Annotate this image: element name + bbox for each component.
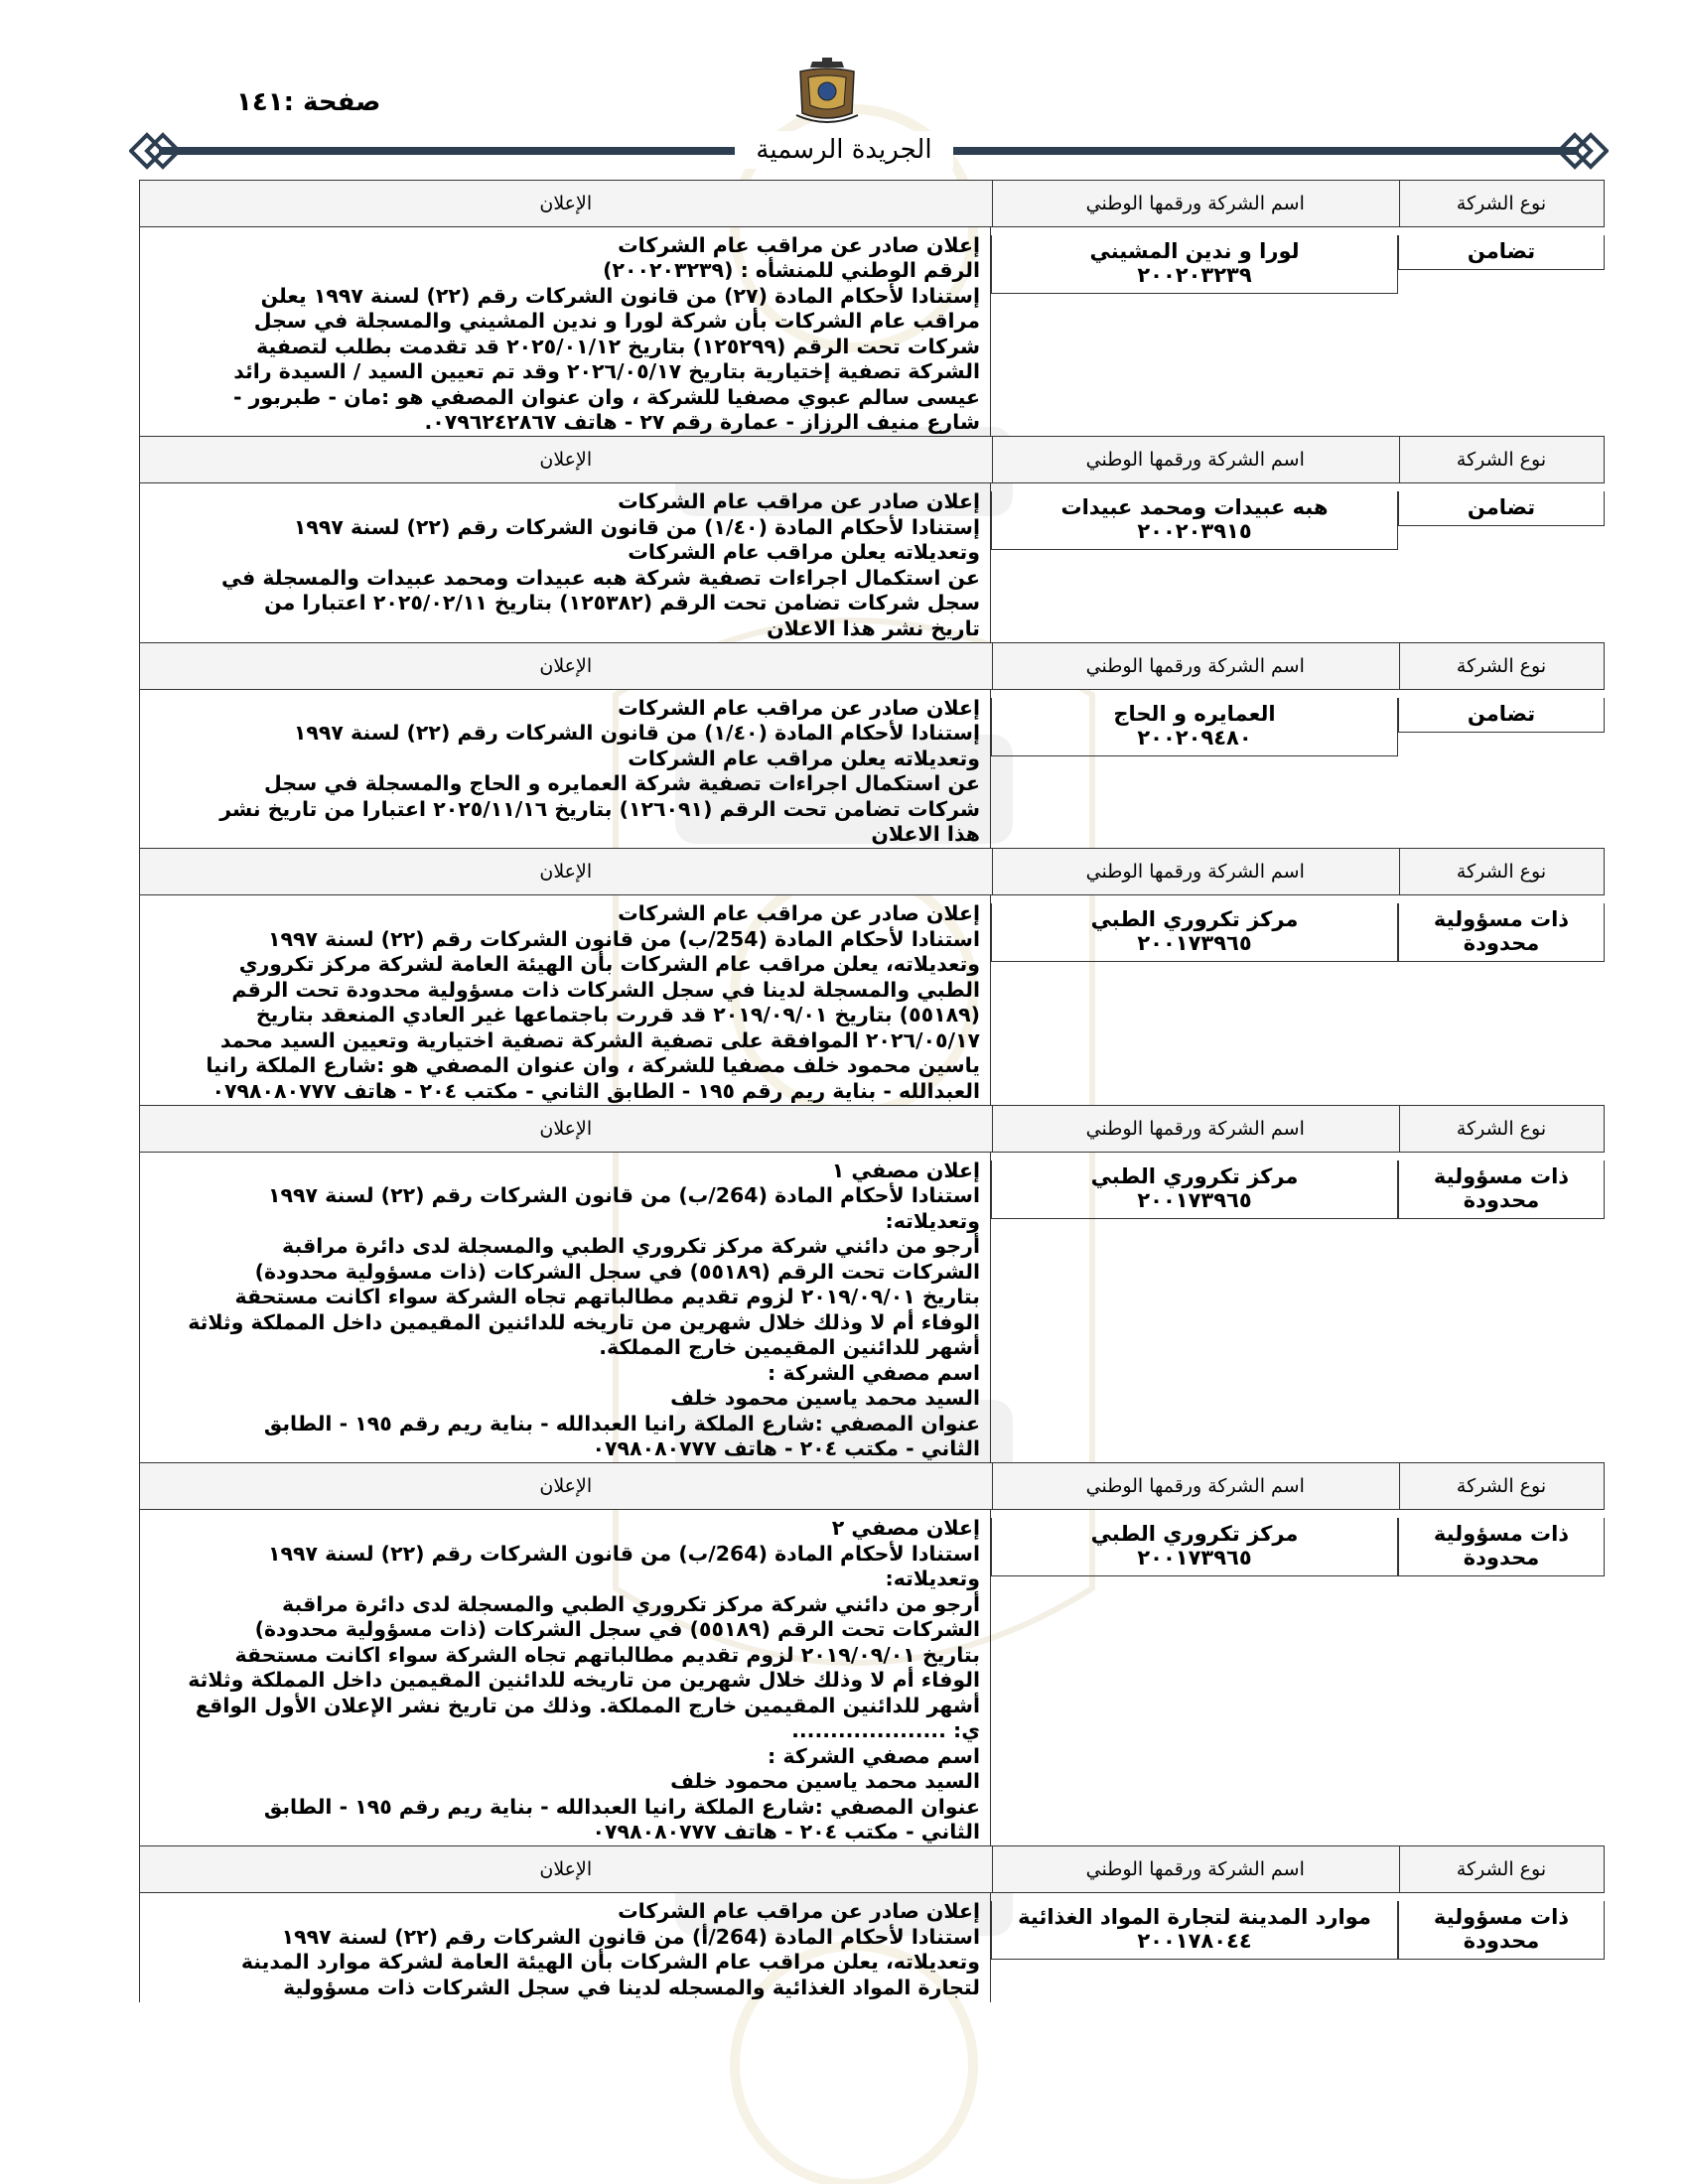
- announcement-line: السيد محمد ياسين محمود خلف: [670, 1769, 980, 1793]
- header-company-type: نوع الشركة: [1398, 1105, 1605, 1153]
- announcement-line: أشهر للدائنين المقيمين خارج المملكة. وذلك من تاريخ نشر الإعلان الأول الواقع: [195, 1693, 980, 1717]
- company-type: ذات مسؤولية محدودة: [1398, 1518, 1605, 1576]
- announcement-line: ي: ....................: [791, 1718, 980, 1742]
- header-announcement: الإعلان: [139, 436, 993, 483]
- company-name-box: [991, 1901, 1398, 1960]
- announcement-text: [139, 1153, 991, 1464]
- company-name-box: [991, 235, 1398, 294]
- announcement-record: [139, 1106, 1605, 1464]
- announcement-line: إعلان مصفي ٢: [831, 1516, 980, 1540]
- announcement-line: الثاني - مكتب ٢٠٤ - هاتف ٠٧٩٨٠٨٠٧٧٧: [592, 1436, 980, 1460]
- announcement-record: [139, 1464, 1605, 1847]
- company-type: ذات مسؤولية محدودة: [1398, 1160, 1605, 1219]
- announcement-line: اسم مصفي الشركة :: [768, 1360, 980, 1385]
- header-announcement: الإعلان: [139, 1845, 993, 1893]
- announcement-line: إستنادا لأحكام المادة (١/٤٠) من قانون الشركات رقم (٢٢) لسنة ١٩٩٧: [293, 721, 980, 745]
- announcement-record: [139, 438, 1605, 644]
- company-national-number: ٢٠٠٢٠٣٢٣٩: [1137, 262, 1252, 287]
- header-company-name: اسم الشركة ورقمها الوطني: [991, 436, 1400, 483]
- announcement-line: عنوان المصفي :شارع الملكة رانيا العبدالله - بناية ريم رقم ١٩٥ - الطابق: [263, 1794, 980, 1819]
- header-company-name: اسم الشركة ورقمها الوطني: [991, 1845, 1400, 1893]
- announcement-line: إعلان صادر عن مراقب عام الشركات: [618, 489, 980, 513]
- announcement-line: لتجارة المواد الغذائية والمسجله لدينا في سجل الشركات ذات مسؤولية: [283, 1975, 980, 1999]
- announcement-line: الطبي والمسجلة لدينا في سجل الشركات ذات مسؤولية محدودة تحت الرقم: [231, 977, 980, 1002]
- announcements-table: [139, 181, 1605, 2002]
- header-announcement: الإعلان: [139, 180, 993, 227]
- company-name-box: [991, 491, 1398, 550]
- announcement-line: استنادا لأحكام المادة (254/ب) من قانون الشركات رقم (٢٢) لسنة ١٩٩٧: [267, 926, 980, 951]
- announcement-line: وتعديلاته، يعلن مراقب عام الشركات بأن الهيئة العامة لشركة موارد المدينة: [240, 1950, 980, 1974]
- announcement-text: [139, 483, 991, 643]
- announcement-line: الشركات تحت الرقم (٥٥١٨٩) في سجل الشركات (ذات مسؤولية محدودة): [254, 1617, 980, 1641]
- header-company-name: اسم الشركة ورقمها الوطني: [991, 180, 1400, 227]
- announcement-line: إستنادا لأحكام المادة (٢٧) من قانون الشركات رقم (٢٢) لسنة ١٩٩٧ يعلن: [260, 283, 980, 308]
- announcement-line: إستنادا لأحكام المادة (١/٤٠) من قانون الشركات رقم (٢٢) لسنة ١٩٩٧: [293, 514, 980, 539]
- announcement-line: استنادا لأحكام المادة (264/ب) من قانون الشركات رقم (٢٢) لسنة ١٩٩٧: [267, 1183, 980, 1207]
- announcement-line: إعلان مصفي ١: [831, 1158, 980, 1182]
- announcement-line: عن استكمال اجراءات تصفية شركة العمايره و الحاج والمسجلة في سجل: [264, 771, 980, 795]
- announcement-text: [139, 1893, 991, 2002]
- announcement-line: وتعديلاته، يعلن مراقب عام الشركات بأن الهيئة العامة لشركة مركز تكروري: [238, 952, 980, 976]
- announcement-line: اسم مصفي الشركة :: [768, 1743, 980, 1768]
- announcement-line: الشركة تصفية إختيارية بتاريخ ٢٠٢٦/٠٥/١٧ وقد تم تعيين السيد / السيدة رائد: [233, 359, 980, 383]
- announcement-line: إعلان صادر عن مراقب عام الشركات: [618, 695, 980, 720]
- announcement-line: وتعديلاته يعلن مراقب عام الشركات: [628, 540, 980, 564]
- header-company-type: نوع الشركة: [1398, 1462, 1605, 1510]
- announcement-line: عيسى سالم عبوي مصفيا للشركة ، وان عنوان المصفي هو :مان - طبربور -: [232, 384, 980, 409]
- announcement-record: [139, 181, 1605, 438]
- company-national-number: ٢٠٠١٧٣٩٦٥: [1137, 1187, 1252, 1212]
- announcement-line: سجل شركات تضامن تحت الرقم (١٢٥٣٨٢) بتاريخ ٢٠٢٥/٠٢/١١ اعتبارا من: [264, 591, 980, 614]
- announcement-line: شارع منيف الرزاز - عمارة رقم ٢٧ - هاتف ٠٧٩٦٢٤٢٨٦٧.: [424, 410, 980, 434]
- header-company-type: نوع الشركة: [1398, 848, 1605, 895]
- announcement-record: [139, 643, 1605, 850]
- announcement-line: ياسين محمود خلف مصفيا للشركة ، وان عنوان المصفي هو :شارع الملكة رانيا: [206, 1053, 980, 1077]
- page-number: صفحة :١٤١: [236, 87, 381, 117]
- company-name-box: [991, 698, 1398, 756]
- announcement-line: إعلان صادر عن مراقب عام الشركات: [618, 1899, 980, 1923]
- announcement-line: الوفاء أم لا وذلك خلال شهرين من تاريخه للدائنين المقيمين داخل المملكة وثلاثة: [188, 1309, 980, 1334]
- announcement-text: [139, 895, 991, 1106]
- company-type: تضامن: [1398, 491, 1605, 526]
- company-national-number: ٢٠٠١٧٣٩٦٥: [1137, 931, 1252, 955]
- header-company-type: نوع الشركة: [1398, 436, 1605, 483]
- announcement-line: استنادا لأحكام المادة (264/أ) من قانون الشركات رقم (٢٢) لسنة ١٩٩٧: [281, 1924, 980, 1949]
- announcement-line: (٥٥١٨٩) بتاريخ ٢٠١٩/٠٩/٠١ قد قررت باجتماعها غير العادي المنعقد بتاريخ: [255, 1003, 980, 1026]
- announcement-line: الرقم الوطني للمنشأه : (٢٠٠٢٠٣٢٣٩): [603, 258, 980, 282]
- header-announcement: الإعلان: [139, 642, 993, 690]
- announcement-line: عنوان المصفي :شارع الملكة رانيا العبدالله - بناية ريم رقم ١٩٥ - الطابق: [263, 1411, 980, 1435]
- header-company-name: اسم الشركة ورقمها الوطني: [991, 1462, 1400, 1510]
- company-national-number: ٢٠٠٢٠٣٩١٥: [1137, 519, 1252, 543]
- announcement-line: بتاريخ ٢٠١٩/٠٩/٠١ لزوم تقديم مطالباتهم تجاه الشركة سواء اكانت مستحقة: [234, 1285, 980, 1308]
- announcement-line: وتعديلاته:: [885, 1208, 980, 1233]
- company-type: ذات مسؤولية محدودة: [1398, 1901, 1605, 1960]
- header-company-name: اسم الشركة ورقمها الوطني: [991, 848, 1400, 895]
- announcement-line: إعلان صادر عن مراقب عام الشركات: [618, 901, 980, 925]
- company-name: العمايره و الحاج: [1113, 701, 1276, 726]
- announcement-line: الوفاء أم لا وذلك خلال شهرين من تاريخه للدائنين المقيمين داخل المملكة وثلاثة: [188, 1668, 980, 1692]
- announcement-line: الشركات تحت الرقم (٥٥١٨٩) في سجل الشركات (ذات مسؤولية محدودة): [254, 1259, 980, 1284]
- announcement-line: إعلان صادر عن مراقب عام الشركات: [618, 232, 980, 257]
- company-national-number: ٢٠٠١٧٨٠٤٤: [1137, 1929, 1252, 1953]
- announcement-line: شركات تضامن تحت الرقم (١٢٦٠٩١) بتاريخ ٢٠٢٥/١١/١٦ اعتبارا من تاريخ نشر: [219, 796, 980, 821]
- company-national-number: ٢٠٠٢٠٩٤٨٠: [1137, 725, 1252, 750]
- coat-of-arms-emblem: [792, 58, 862, 125]
- announcement-text: [139, 227, 991, 438]
- announcement-line: هذا الاعلان: [871, 822, 980, 846]
- company-name: موارد المدينة لتجارة المواد الغذائية: [1018, 1905, 1371, 1929]
- announcement-line: شركات تحت الرقم (١٢٥٢٩٩) بتاريخ ٢٠٢٥/٠١/١٢ قد تقدمت بطلب لتصفية: [256, 334, 980, 358]
- announcement-line: الثاني - مكتب ٢٠٤ - هاتف ٠٧٩٨٠٨٠٧٧٧: [592, 1820, 980, 1843]
- announcement-line: عن استكمال اجراءات تصفية شركة هبه عبيدات ومحمد عبيدات والمسجلة في: [221, 565, 980, 590]
- company-name: مركز تكروري الطبي: [1090, 1522, 1299, 1546]
- company-name-box: [991, 1518, 1398, 1576]
- announcement-line: أرجو من دائني شركة مركز تكروري الطبي والمسجلة لدى دائرة مراقبة: [282, 1591, 980, 1616]
- announcement-text: [139, 1510, 991, 1847]
- gazette-title: الجريدة الرسمية: [735, 131, 953, 169]
- announcement-line: أرجو من دائني شركة مركز تكروري الطبي والمسجلة لدى دائرة مراقبة: [282, 1234, 980, 1258]
- announcement-line: أشهر للدائنين المقيمين خارج المملكة.: [599, 1335, 980, 1359]
- company-type: تضامن: [1398, 698, 1605, 733]
- company-name-box: [991, 1160, 1398, 1219]
- announcement-line: بتاريخ ٢٠١٩/٠٩/٠١ لزوم تقديم مطالباتهم تجاه الشركة سواء اكانت مستحقة: [234, 1642, 980, 1667]
- announcement-line: السيد محمد ياسين محمود خلف: [670, 1386, 980, 1410]
- announcement-record: [139, 1847, 1605, 2003]
- company-type: تضامن: [1398, 235, 1605, 270]
- company-type: ذات مسؤولية محدودة: [1398, 903, 1605, 962]
- announcement-line: ٢٠٢٦/٠٥/١٧ الموافقة على تصفية الشركة تصفية اختيارية وتعيين السيد محمد: [219, 1027, 980, 1052]
- announcement-line: تاريخ نشر هذا الاعلان: [767, 615, 980, 640]
- announcement-line: وتعديلاته يعلن مراقب عام الشركات: [628, 746, 980, 770]
- announcement-text: [139, 690, 991, 850]
- header-company-type: نوع الشركة: [1398, 1845, 1605, 1893]
- company-name-box: [991, 903, 1398, 962]
- company-name: مركز تكروري الطبي: [1090, 1163, 1299, 1188]
- announcement-line: العبدالله - بناية ريم رقم ١٩٥ - الطابق الثاني - مكتب ٢٠٤ - هاتف ٠٧٩٨٠٨٠٧٧٧: [211, 1078, 980, 1103]
- header-announcement: الإعلان: [139, 848, 993, 895]
- header-company-type: نوع الشركة: [1398, 180, 1605, 227]
- announcement-line: وتعديلاته:: [885, 1567, 980, 1590]
- company-name: مركز تكروري الطبي: [1090, 907, 1299, 931]
- company-national-number: ٢٠٠١٧٣٩٦٥: [1137, 1546, 1252, 1570]
- header-company-name: اسم الشركة ورقمها الوطني: [991, 642, 1400, 690]
- header-company-type: نوع الشركة: [1398, 642, 1605, 690]
- company-name: لورا و ندين المشيني: [1089, 238, 1300, 263]
- announcement-line: مراقب عام الشركات بأن شركة لورا و ندين المشيني والمسجلة في سجل: [253, 309, 980, 333]
- announcement-line: استنادا لأحكام المادة (264/ب) من قانون الشركات رقم (٢٢) لسنة ١٩٩٧: [267, 1541, 980, 1566]
- company-name: هبه عبيدات ومحمد عبيدات: [1060, 495, 1329, 519]
- header-announcement: الإعلان: [139, 1105, 993, 1153]
- header-company-name: اسم الشركة ورقمها الوطني: [991, 1105, 1400, 1153]
- header-announcement: الإعلان: [139, 1462, 993, 1510]
- announcement-record: [139, 850, 1605, 1107]
